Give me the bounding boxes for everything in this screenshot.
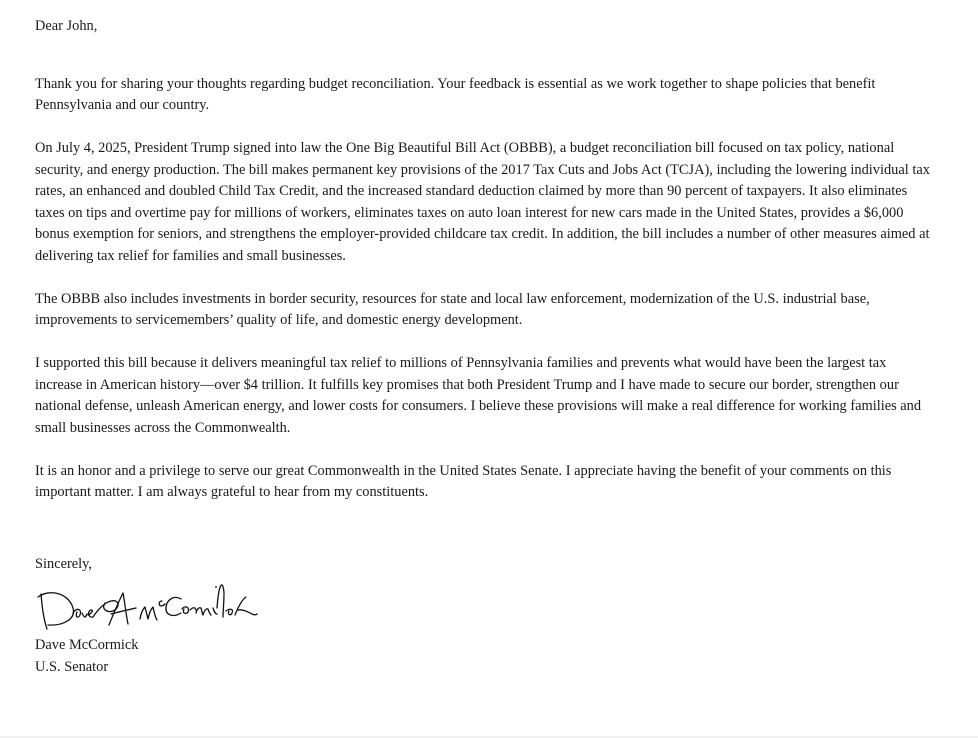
closing: Sincerely,: [35, 555, 93, 572]
handwritten-signature: [35, 577, 260, 633]
signer-name: Dave McCormick: [35, 637, 139, 653]
paragraph-support-reason: I supported this bill because it delivers meaningful tax relief to millions of Pennsylvania families and prevents what would have been the largest tax increase in American history—over $4 trillion. It fulfills key promises that both President Trump and I have made to secure our border, strengthen our national defense, unleash American energy, and lower costs for consumers. I believe these provisions will make a real difference for working families and small businesses across the Commonwealth.: [35, 355, 922, 436]
paragraph-thanks: Thank you for sharing your thoughts regarding budget reconciliation. Your feedback is essential as we work together to shape policies that benefit Pennsylvania and our country.: [35, 75, 876, 113]
letter-body: [35, 16, 935, 678]
salutation: Dear John,: [35, 18, 98, 34]
paragraph-closing-remarks: It is an honor and a privilege to serve our great Commonwealth in the United States Senate. I appreciate having the benefit of your comments on this important matter. I am always grateful to hear from my constituents.: [35, 462, 892, 500]
signer-title: U.S. Senator: [35, 658, 109, 675]
paragraph-obbb-investments: The OBBB also includes investments in border security, resources for state and local law enforcement, modernization of the U.S. industrial base, improvements to servicemembers’ quality of life, and domestic energy development.: [35, 290, 870, 328]
paragraph-obbb-summary: On July 4, 2025, President Trump signed into law the One Big Beautiful Bill Act (OBBB), a budget reconciliation bill focused on tax policy, national security, and energy production. The bill makes permanent key provisions of the 2017 Tax Cuts and Jobs Act (TCJA), including the lowering individual tax rates, an enhanced and doubled Child Tax Credit, and the increased standard deduction claimed by more than 90 percent of taxpayers. It also eliminates taxes on tips and overtime pay for millions of workers, eliminates taxes on auto loan interest for new cars made in the United States, provides a $6,000 bonus exemption for seniors, and strengthens the employer-provided childcare tax credit. In addition, the bill includes a number of other measures aimed at delivering tax relief for families and small businesses.: [35, 140, 930, 264]
